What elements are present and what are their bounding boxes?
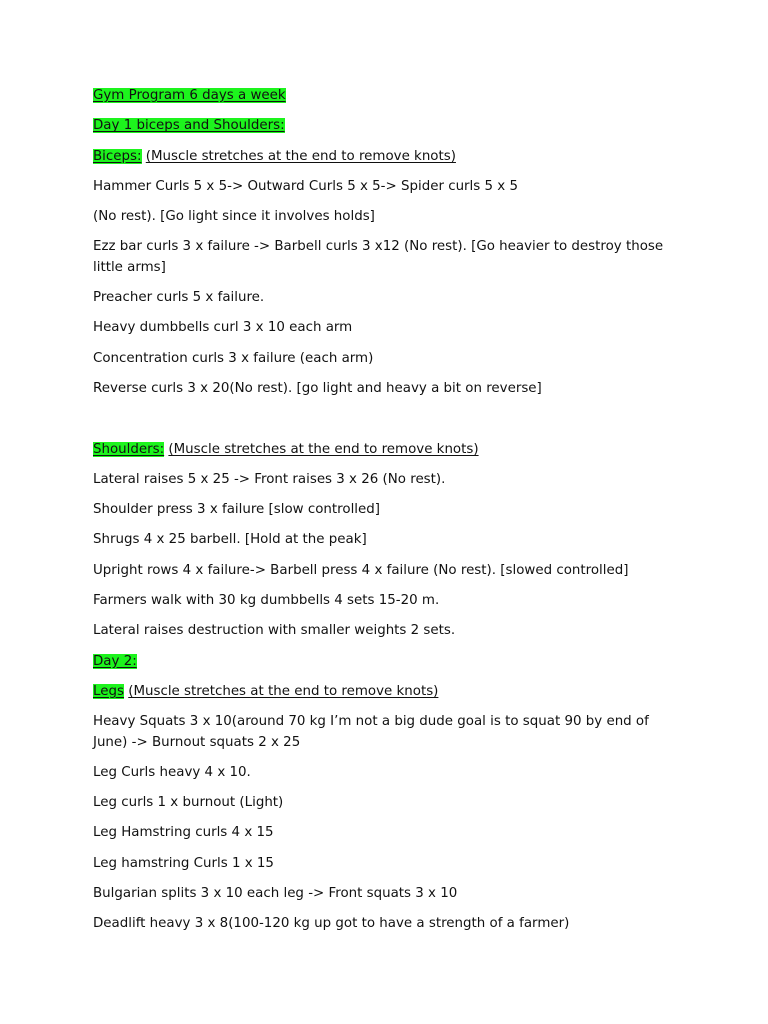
biceps-line-1: Hammer Curls 5 x 5-> Outward Curls 5 x 5-> Spider curls 5 x 5: [93, 178, 518, 194]
shoulders-line-1: Lateral raises 5 x 25 -> Front raises 3 x 26 (No rest).: [93, 471, 446, 487]
day1-heading: Day 1 biceps and Shoulders:: [93, 118, 285, 134]
biceps-heading: [93, 147, 678, 167]
legs-heading: [93, 682, 678, 702]
biceps-line-2: (No rest). [Go light since it involves holds]: [93, 209, 375, 225]
legs-note: (Muscle stretches at the end to remove knots): [128, 683, 439, 699]
shoulders-line-6: Lateral raises destruction with smaller weights 2 sets.: [93, 623, 456, 639]
document-title: Gym Program 6 days a week: [93, 88, 286, 103]
biceps-line-4: Preacher curls 5 x failure.: [93, 290, 265, 306]
biceps-line-7: Reverse curls 3 x 20(No rest). [go light and heavy a bit on reverse]: [93, 380, 542, 396]
blank-line: [93, 409, 678, 429]
shoulders-heading: [93, 440, 678, 460]
biceps-line-3: Ezz bar curls 3 x failure -> Barbell curls 3 x12 (No rest). [Go heavier to destroy those little arms]: [93, 239, 664, 275]
shoulders-line-2: Shoulder press 3 x failure [slow controlled]: [93, 502, 380, 518]
day2-heading: Day 2:: [93, 653, 137, 669]
legs-line-6: Bulgarian splits 3 x 10 each leg -> Front squats 3 x 10: [93, 886, 458, 902]
biceps-label: Biceps:: [93, 148, 142, 164]
legs-line-4: Leg Hamstring curls 4 x 15: [93, 825, 274, 841]
biceps-line-6: Concentration curls 3 x failure (each arm): [93, 350, 374, 366]
legs-label: Legs: [93, 683, 124, 699]
shoulders-line-4: Upright rows 4 x failure-> Barbell press 4 x failure (No rest). [slowed controlled]: [93, 562, 629, 578]
document-page: [93, 86, 678, 945]
shoulders-line-5: Farmers walk with 30 kg dumbbells 4 sets 15-20 m.: [93, 593, 440, 609]
shoulders-note: (Muscle stretches at the end to remove knots): [168, 441, 479, 457]
shoulders-line-3: Shrugs 4 x 25 barbell. [Hold at the peak]: [93, 532, 367, 548]
biceps-note: (Muscle stretches at the end to remove knots): [145, 148, 456, 164]
legs-line-1: Heavy Squats 3 x 10(around 70 kg I’m not a big dude goal is to squat 90 by end of June) -> Burnout squats 2 x 25: [93, 714, 649, 750]
biceps-line-5: Heavy dumbbells curl 3 x 10 each arm: [93, 320, 353, 336]
shoulders-label: Shoulders:: [93, 441, 165, 457]
legs-line-5: Leg hamstring Curls 1 x 15: [93, 855, 274, 871]
legs-line-2: Leg Curls heavy 4 x 10.: [93, 764, 251, 780]
legs-line-7: Deadlift heavy 3 x 8(100-120 kg up got to have a strength of a farmer): [93, 916, 570, 932]
legs-line-3: Leg curls 1 x burnout (Light): [93, 795, 284, 811]
